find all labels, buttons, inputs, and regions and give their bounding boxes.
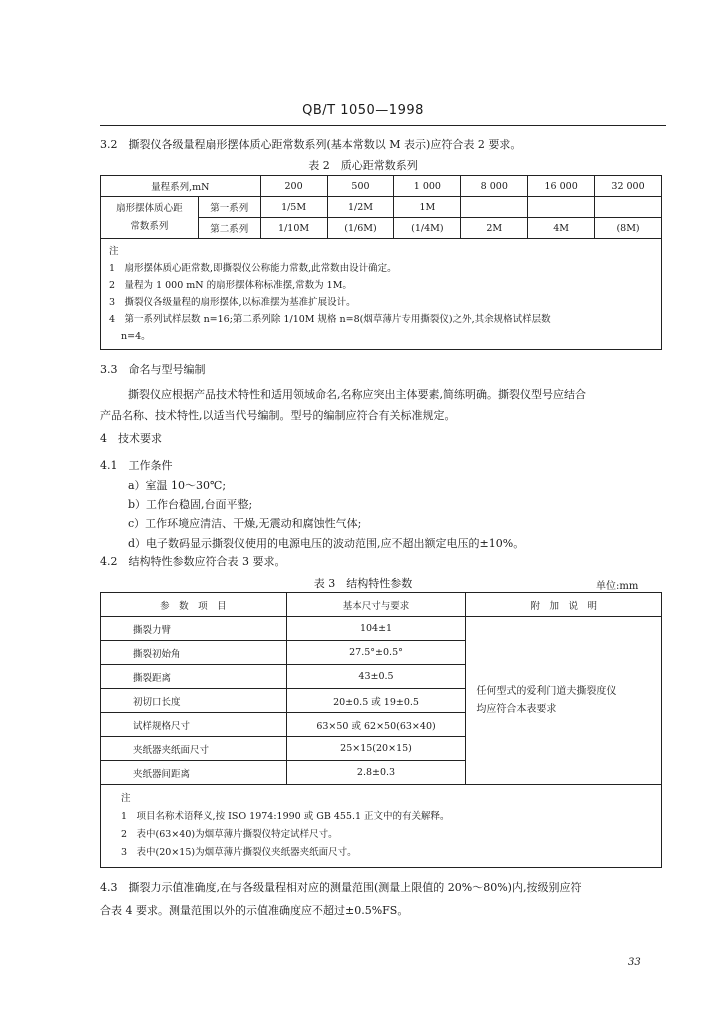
table2 [100,175,662,350]
table2-notes [101,239,662,350]
notes-title: 注 [109,246,119,257]
param-value: 20±0.5 或 19±0.5 [286,689,466,713]
group-label-line2: 常数系列 [130,220,169,232]
series2-cell: (1/6M) [327,218,394,239]
table3-caption: 表 3 结构特性参数 [313,577,413,590]
param-value: 43±0.5 [286,665,466,689]
condition-item: b）工作台稳固,台面平整; [128,498,253,511]
header-param: 参 数 项 目 [101,593,287,617]
param-value: 104±1 [286,617,466,641]
param-name: 撕裂初始角 [101,641,287,665]
range-cell: 200 [260,176,327,197]
clause-4-3: 4.3 撕裂力示值准确度,在与各级量程相对应的测量范围(测量上限值的 20%～80%)内,按级别应符 [100,881,582,894]
param-name: 撕裂力臂 [101,617,287,641]
param-name: 夹纸器夹纸面尺寸 [101,737,287,761]
series2-cell: 2M [461,218,528,239]
table3-notes [101,785,662,868]
page-number: 33 [628,957,641,968]
note-line: 2 量程为 1 000 mN 的扇形摆体称标准摆,常数为 1M。 [109,280,352,291]
note-line: 3 撕裂仪各级量程的扇形摆体,以标准摆为基准扩展设计。 [109,297,356,308]
param-value: 63×50 或 62×50(63×40) [286,713,466,737]
section-4-heading: 4 技术要求 [100,432,162,445]
range-cell: 500 [327,176,394,197]
series1-cell [528,197,595,218]
range-cell: 32 000 [595,176,662,197]
clause-3-2: 3.2 撕裂仪各级量程扇形摆体质心距常数系列(基本常数以 M 表示)应符合表 2 要求。 [100,138,522,151]
note-line: 4 第一系列试样层数 n=16;第二系列除 1/10M 规格 n=8(烟草薄片专用撕裂仪)之外,其余规格试样层数 [109,314,551,325]
group-label-line1: 扇形摆体质心距 [116,202,183,214]
param-name: 试样规格尺寸 [101,713,287,737]
param-name: 初切口长度 [101,689,287,713]
range-cell: 1 000 [394,176,461,197]
clause-3-3-text: 产品名称、技术特性,以适当代号编制。型号的编制应符合有关标准规定。 [100,409,456,422]
note-line: 3 表中(20×15)为烟草薄片撕裂仪夹纸器夹纸面尺寸。 [121,847,357,858]
header-value: 基本尺寸与要求 [286,593,466,617]
remark-cell [466,617,662,785]
condition-item: a）室温 10～30℃; [128,479,227,492]
note-line: 1 项目名称术语释义,按 ISO 1974:1990 或 GB 455.1 正文中的有关解释。 [121,811,450,822]
clause-3-3-text: 撕裂仪应根据产品技术特性和适用领域命名,名称应突出主体要素,简练明确。撕裂仪型号应结合 [128,388,586,401]
range-cell: 8 000 [461,176,528,197]
note-line: 1 扇形摆体质心距常数,即撕裂仪公称能力常数,此常数由设计确定。 [109,263,397,274]
table2-caption: 表 2 质心距常数系列 [308,159,418,172]
param-name: 撕裂距离 [101,665,287,689]
clause-4-3: 合表 4 要求。测量范围以外的示值准确度应不超过±0.5%FS。 [100,904,409,917]
header-rule [100,125,666,126]
series2-label: 第二系列 [198,218,260,239]
series2-cell: (1/4M) [394,218,461,239]
table3-unit: 单位:mm [596,581,639,592]
remark-line: 任何型式的爱利门道夫撕裂度仪 [476,685,617,697]
notes-title: 注 [121,793,131,804]
param-value: 27.5°±0.5° [286,641,466,665]
series1-cell [595,197,662,218]
standard-number: QB/T 1050—1998 [302,103,424,118]
group-label [101,197,199,239]
clause-4-1-heading: 4.1 工作条件 [100,459,173,472]
note-line: 2 表中(63×40)为烟草薄片撕裂仪特定试样尺寸。 [121,829,338,840]
remark-line: 均应符合本表要求 [476,703,557,715]
note-line: n=4。 [121,331,151,342]
series1-cell: 1/5M [260,197,327,218]
condition-item: c）工作环境应清洁、干燥,无震动和腐蚀性气体; [128,517,362,530]
series1-cell: 1/2M [327,197,394,218]
condition-item: d）电子数码显示撕裂仪使用的电源电压的波动范围,应不超出额定电压的±10%。 [128,537,525,550]
series1-cell: 1M [394,197,461,218]
param-value: 2.8±0.3 [286,761,466,785]
param-value: 25×15(20×15) [286,737,466,761]
table2-series1-row [101,197,662,218]
series2-cell: 1/10M [260,218,327,239]
table3-notes-row [101,785,662,868]
table2-range-row [101,176,662,197]
header-remark: 附 加 说 明 [466,593,662,617]
param-name: 夹纸器间距离 [101,761,287,785]
clause-3-3-heading: 3.3 命名与型号编制 [100,363,206,376]
range-cell: 16 000 [528,176,595,197]
series2-cell: (8M) [595,218,662,239]
table-row [101,617,662,641]
table3 [100,592,662,868]
range-label: 量程系列,mN [101,176,261,197]
clause-4-2: 4.2 结构特性参数应符合表 3 要求。 [100,555,286,568]
table2-notes-row [101,239,662,350]
table3-header-row [101,593,662,617]
series1-label: 第一系列 [198,197,260,218]
series2-cell: 4M [528,218,595,239]
series1-cell [461,197,528,218]
